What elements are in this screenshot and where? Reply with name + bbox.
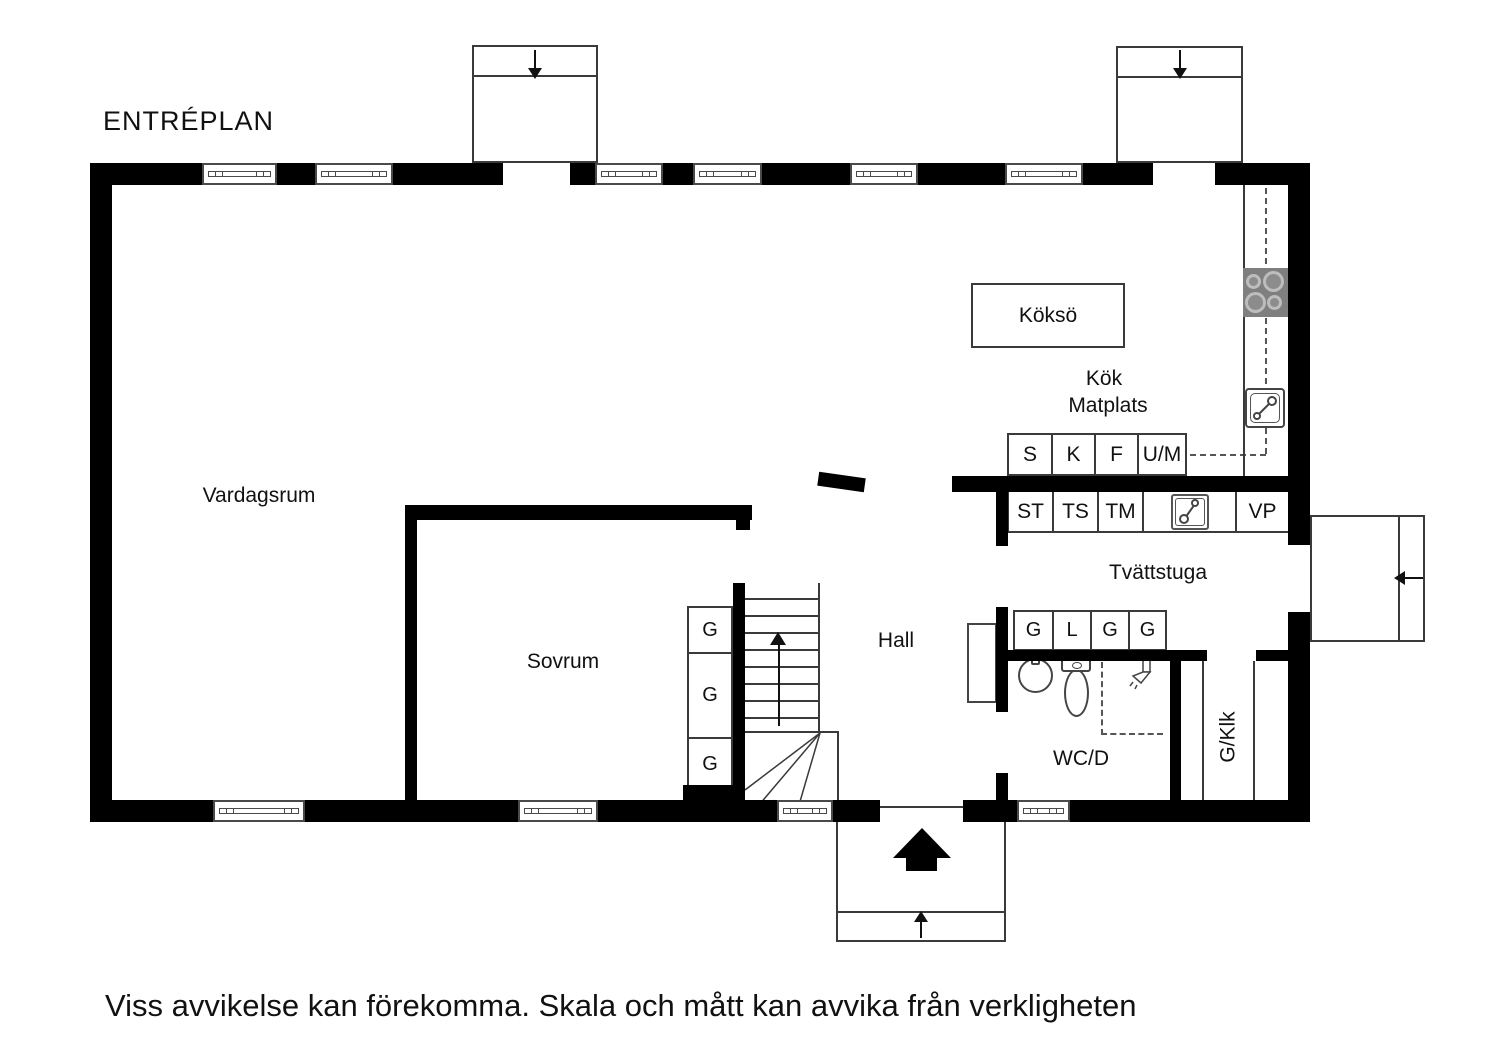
- entry-arrow-down-head: [528, 68, 542, 79]
- entry-arrow-left-head: [1394, 571, 1405, 585]
- burner: [1246, 274, 1261, 289]
- room-label-bedroom: Sovrum: [526, 650, 600, 673]
- entry-arrow-left-icon: [1403, 577, 1423, 579]
- wall-closet-top: [1256, 650, 1290, 661]
- wardrobe-cell: G: [687, 652, 733, 739]
- cabinet-cell: K: [1051, 433, 1096, 476]
- wall-segment: [663, 163, 693, 185]
- window: [693, 163, 762, 185]
- window: [1017, 800, 1070, 822]
- burner: [1245, 292, 1266, 313]
- appliance-cell: TS: [1052, 490, 1099, 533]
- cabinet-cell: L: [1052, 610, 1092, 651]
- wall-laundry-left: [996, 476, 1008, 546]
- wall-segment: [90, 163, 112, 822]
- kitchen-island: Köksö: [971, 283, 1125, 348]
- wall-wc-top: [1008, 650, 1207, 661]
- stove-icon: [1243, 268, 1288, 317]
- cabinet-cell: U/M: [1137, 433, 1187, 476]
- counter-edge-line: [1243, 185, 1245, 476]
- room-label-laundry: Tvättstuga: [1108, 561, 1208, 584]
- laundry-sink-cell: [1142, 490, 1237, 533]
- wall-segment: [833, 800, 880, 822]
- wall-segment: [762, 163, 850, 185]
- cabinet-cell: G: [1013, 610, 1054, 651]
- door-leaf: [817, 472, 865, 492]
- burner: [1267, 295, 1282, 310]
- wall-segment: [1070, 800, 1310, 822]
- window: [1005, 163, 1083, 185]
- window: [595, 163, 663, 185]
- room-label-dining: Matplats: [1068, 394, 1148, 417]
- wardrobe-cell: G: [687, 606, 733, 654]
- wall-segment: [90, 800, 213, 822]
- bathroom-cabinet-row: [1013, 610, 1167, 651]
- stairs-treads: [745, 583, 820, 731]
- room-label-closet: G/Klk: [1216, 711, 1240, 763]
- cabinet-cell: G: [1090, 610, 1130, 651]
- wall-segment: [393, 163, 503, 185]
- wall-segment: [277, 163, 315, 185]
- window: [315, 163, 393, 185]
- wall-stairs: [733, 583, 745, 800]
- wall-segment: [963, 800, 1017, 822]
- appliance-cell: ST: [1007, 490, 1054, 533]
- entry-arrow-up-icon: [920, 921, 922, 938]
- burner: [1263, 271, 1284, 292]
- stairs-up-arrow-head: [770, 632, 786, 645]
- window: [777, 800, 833, 822]
- wall-segment: [996, 773, 1008, 822]
- entry-arrow-down-icon: [1179, 50, 1181, 70]
- wardrobe-cell: G: [687, 737, 733, 792]
- toilet-icon: [1064, 669, 1089, 717]
- wall-segment: [305, 800, 518, 822]
- room-label-wc: WC/D: [1053, 747, 1109, 770]
- hall-cabinet: [967, 623, 997, 703]
- cabinet-cell: F: [1094, 433, 1139, 476]
- appliance-cell: VP: [1235, 490, 1290, 533]
- disclaimer-text: Viss avvikelse kan förekomma. Skala och mått kan avvika från verkligheten: [105, 988, 1137, 1023]
- kitchen-sink-icon: [1245, 388, 1285, 428]
- laundry-sink-icon: [1171, 494, 1209, 530]
- entry-arrow-down-icon: [534, 50, 536, 70]
- room-label-kitchen: Kök: [1085, 367, 1123, 390]
- wall-bedroom-left: [405, 505, 417, 800]
- wall-segment: [570, 163, 595, 185]
- page-title: ENTRÉPLAN: [103, 106, 275, 136]
- window: [213, 800, 305, 822]
- appliance-cell: TM: [1097, 490, 1144, 533]
- wall-wc-right: [1170, 661, 1181, 822]
- hall-wardrobes: [687, 606, 733, 792]
- cabinet-cell: G: [1128, 610, 1167, 651]
- room-label-hall: Hall: [877, 629, 915, 652]
- laundry-appliance-row: [1007, 490, 1290, 533]
- shower-icon: [1126, 658, 1156, 692]
- room-label-living: Vardagsrum: [202, 484, 316, 507]
- counter-dashed-line: [1190, 454, 1266, 456]
- window: [850, 163, 918, 185]
- entry-arrow-up-head: [914, 911, 928, 922]
- cabinet-cell: S: [1007, 433, 1053, 476]
- wall-bedroom-top: [405, 505, 752, 520]
- wall-segment: [1288, 612, 1310, 822]
- north-arrow-tail: [906, 856, 937, 871]
- closet-front-line: [1202, 661, 1204, 800]
- window: [202, 163, 277, 185]
- closet-front-line: [1253, 661, 1255, 800]
- door-jamb: [736, 518, 750, 530]
- wall-segment: [683, 785, 745, 822]
- wall-segment: [1083, 163, 1153, 185]
- entry-arrow-down-head: [1173, 68, 1187, 79]
- window: [518, 800, 598, 822]
- north-arrow-icon: [893, 828, 951, 858]
- wall-segment: [918, 163, 1005, 185]
- wall-wc-left: [996, 607, 1008, 712]
- stairs-up-arrow-icon: [778, 644, 780, 726]
- kitchen-cabinet-row: [1007, 433, 1187, 476]
